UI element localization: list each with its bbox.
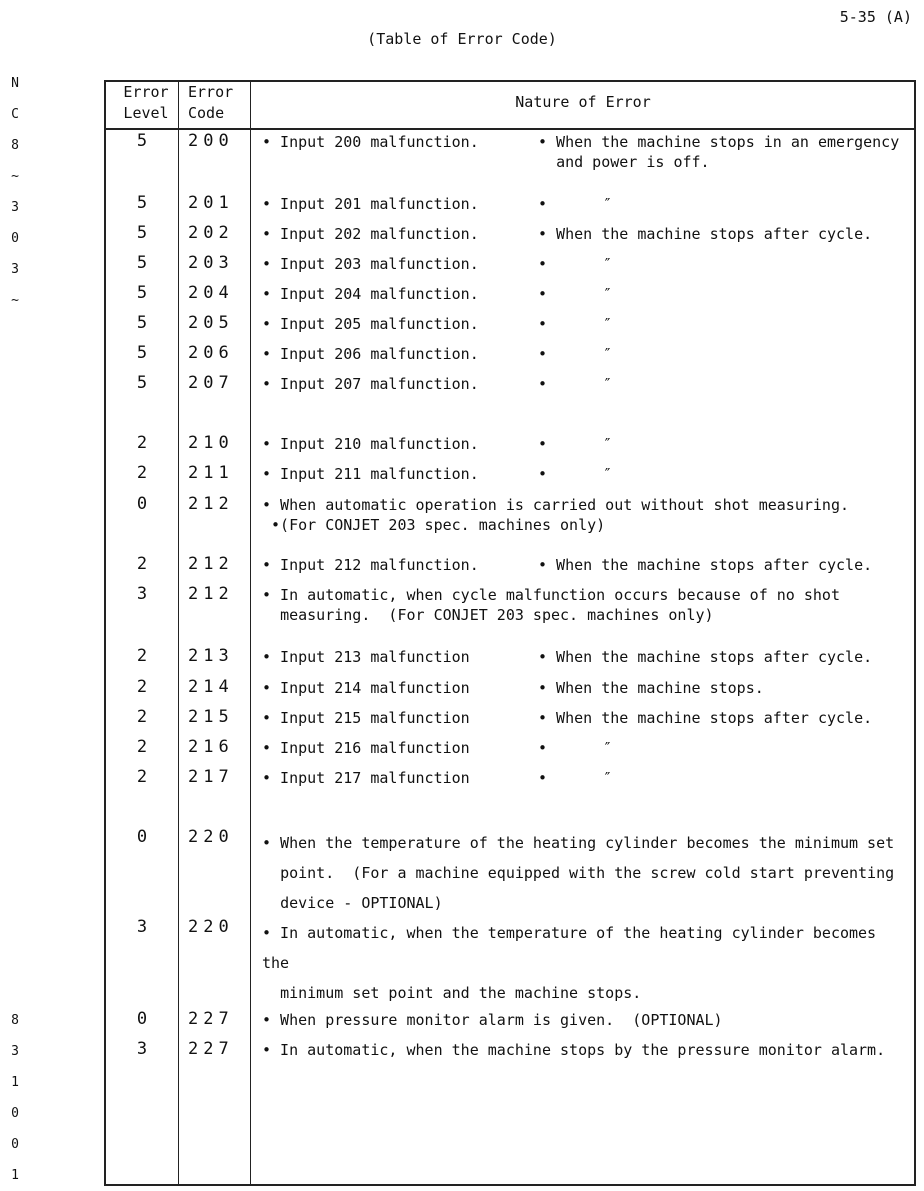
error-nature-cell: • Input 215 malfunction [262, 709, 470, 727]
error-condition-cell [538, 434, 612, 454]
condition-text: • When the machine stops in an emergency and power is off. [538, 133, 900, 171]
error-level-cell: 0 [136, 1009, 148, 1029]
condition-text: • [538, 345, 548, 363]
error-code-cell: 212 [188, 494, 234, 514]
error-nature-cell: • Input 207 malfunction. [262, 375, 479, 393]
error-level-cell: 0 [136, 827, 148, 847]
error-condition-cell [538, 555, 872, 575]
ditto-mark: ″ [603, 255, 613, 273]
error-nature-cell: • Input 202 malfunction. [262, 225, 479, 243]
error-nature-cell: • Input 205 malfunction. [262, 315, 479, 333]
error-code-cell: 211 [188, 463, 234, 483]
error-code-cell: 212 [188, 584, 234, 604]
ditto-mark: ″ [603, 285, 613, 303]
error-nature-cell: • When pressure monitor alarm is given. (OPTIONAL) [262, 1011, 723, 1029]
error-nature-cell: • Input 211 malfunction. [262, 465, 479, 483]
error-nature-cell: • Input 200 malfunction. [262, 133, 479, 151]
error-level-cell: 2 [136, 646, 148, 666]
error-code-cell: 204 [188, 283, 234, 303]
margin-reference-bottom [6, 1005, 24, 1191]
ditto-mark: ″ [603, 435, 613, 453]
error-condition-cell [538, 738, 612, 758]
error-nature-cell: • Input 217 malfunction [262, 769, 470, 787]
error-condition-cell [538, 132, 899, 172]
error-condition-cell [538, 224, 872, 244]
error-condition-cell [538, 284, 612, 304]
condition-text: • [538, 375, 548, 393]
error-level-cell: 5 [136, 223, 148, 243]
error-nature-cell: • In automatic, when cycle malfunction occurs because of no shot measuring. (For CONJET 203 spec. machines only) [262, 586, 840, 624]
ditto-mark: ″ [603, 739, 613, 757]
margin-char: 8 [11, 138, 19, 153]
margin-char: 3 [11, 262, 19, 277]
error-condition-cell [538, 647, 872, 667]
header-text: Code [188, 104, 225, 122]
column-divider [250, 82, 251, 1184]
error-nature-cell: • Input 214 malfunction [262, 679, 470, 697]
error-code-cell: 203 [188, 253, 234, 273]
error-code-cell: 201 [188, 193, 234, 213]
error-code-cell: 216 [188, 737, 234, 757]
error-nature-cell: • Input 213 malfunction [262, 648, 470, 666]
error-code-cell: 215 [188, 707, 234, 727]
condition-text: • [538, 739, 548, 757]
error-nature-cell: • Input 210 malfunction. [262, 435, 479, 453]
error-code-cell: 217 [188, 767, 234, 787]
error-level-cell: 2 [136, 737, 148, 757]
margin-char: 1 [11, 1168, 19, 1183]
margin-char: 1 [11, 1075, 19, 1090]
error-code-cell: 210 [188, 433, 234, 453]
ditto-mark: ″ [603, 195, 613, 213]
condition-text: • [538, 435, 548, 453]
error-condition-cell [538, 464, 612, 484]
condition-text: • [538, 285, 548, 303]
error-level-cell: 2 [136, 767, 148, 787]
margin-char: 3 [11, 1044, 19, 1059]
error-level-cell: 3 [136, 1039, 148, 1059]
margin-reference-top [6, 68, 24, 316]
error-nature-cell: • In automatic, when the machine stops by the pressure monitor alarm. [262, 1041, 886, 1059]
error-level-cell: 5 [136, 193, 148, 213]
error-nature-cell: • Input 212 malfunction. [262, 556, 479, 574]
header-text: Level [123, 104, 169, 122]
header-nature-of-error: Nature of Error [515, 93, 651, 111]
error-condition-cell [538, 314, 612, 334]
error-condition-cell [538, 194, 612, 214]
error-condition-cell [538, 768, 612, 788]
error-nature-cell: • When automatic operation is carried out without shot measuring. •(For CONJET 203 spec. machines only) [262, 496, 849, 534]
error-level-cell: 2 [136, 433, 148, 453]
error-condition-cell [538, 344, 612, 364]
error-level-cell: 3 [136, 584, 148, 604]
condition-text: • [538, 465, 548, 483]
margin-char: N [11, 76, 19, 91]
condition-text: • When the machine stops after cycle. [538, 648, 873, 666]
error-code-cell: 220 [188, 917, 234, 937]
margin-char: 3 [11, 200, 19, 215]
error-code-cell: 212 [188, 554, 234, 574]
error-level-cell: 5 [136, 343, 148, 363]
error-code-cell: 200 [188, 131, 234, 151]
error-level-cell: 0 [136, 494, 148, 514]
margin-char: 0 [11, 1106, 19, 1121]
error-code-cell: 205 [188, 313, 234, 333]
header-error-code [188, 82, 248, 124]
error-condition-cell [538, 254, 612, 274]
margin-char: C [11, 107, 19, 122]
page-title: (Table of Error Code) [367, 30, 557, 48]
condition-text: • [538, 315, 548, 333]
error-code-cell: 213 [188, 646, 234, 666]
error-code-cell: 227 [188, 1009, 234, 1029]
margin-char: ~ [11, 293, 19, 308]
header-text: Error [188, 83, 234, 101]
error-nature-cell: • Input 206 malfunction. [262, 345, 479, 363]
condition-text: • [538, 255, 548, 273]
error-code-cell: 207 [188, 373, 234, 393]
margin-char: 0 [11, 1137, 19, 1152]
error-code-cell: 220 [188, 827, 234, 847]
error-condition-cell [538, 678, 764, 698]
ditto-mark: ″ [603, 375, 613, 393]
error-nature-cell: • Input 204 malfunction. [262, 285, 479, 303]
error-level-cell: 5 [136, 131, 148, 151]
header-error-level [116, 82, 176, 124]
error-nature-cell: • Input 216 malfunction [262, 739, 470, 757]
error-condition-cell [538, 708, 872, 728]
error-level-cell: 2 [136, 677, 148, 697]
error-condition-cell [538, 374, 612, 394]
error-level-cell: 5 [136, 313, 148, 333]
condition-text: • When the machine stops after cycle. [538, 556, 873, 574]
page-number: 5-35 (A) [839, 8, 912, 26]
error-level-cell: 5 [136, 283, 148, 303]
error-level-cell: 2 [136, 707, 148, 727]
error-code-table [104, 80, 916, 1186]
ditto-mark: ″ [603, 769, 613, 787]
error-nature-cell: • In automatic, when the temperature of the heating cylinder becomes the minimum set point and the machine stops. [262, 924, 877, 1002]
error-code-cell: 206 [188, 343, 234, 363]
error-level-cell: 2 [136, 463, 148, 483]
condition-text: • [538, 195, 548, 213]
error-nature-cell: • Input 201 malfunction. [262, 195, 479, 213]
error-level-cell: 5 [136, 253, 148, 273]
error-code-cell: 214 [188, 677, 234, 697]
condition-text: • When the machine stops after cycle. [538, 225, 873, 243]
error-level-cell: 5 [136, 373, 148, 393]
error-nature-cell: • Input 203 malfunction. [262, 255, 479, 273]
ditto-mark: ″ [603, 345, 613, 363]
margin-char: ~ [11, 169, 19, 184]
error-nature-cell: • When the temperature of the heating cylinder becomes the minimum set point. (For a machine equipped with the screw cold start preventing device - OPTIONAL) [262, 834, 895, 912]
header-text: Error [123, 83, 169, 101]
margin-char: 0 [11, 231, 19, 246]
condition-text: • When the machine stops. [538, 679, 764, 697]
error-level-cell: 2 [136, 554, 148, 574]
ditto-mark: ″ [603, 315, 613, 333]
margin-char: 8 [11, 1013, 19, 1028]
condition-text: • [538, 769, 548, 787]
column-divider [178, 82, 179, 1184]
header-divider [106, 128, 914, 130]
error-code-cell: 227 [188, 1039, 234, 1059]
error-level-cell: 3 [136, 917, 148, 937]
condition-text: • When the machine stops after cycle. [538, 709, 873, 727]
error-code-cell: 202 [188, 223, 234, 243]
ditto-mark: ″ [603, 465, 613, 483]
